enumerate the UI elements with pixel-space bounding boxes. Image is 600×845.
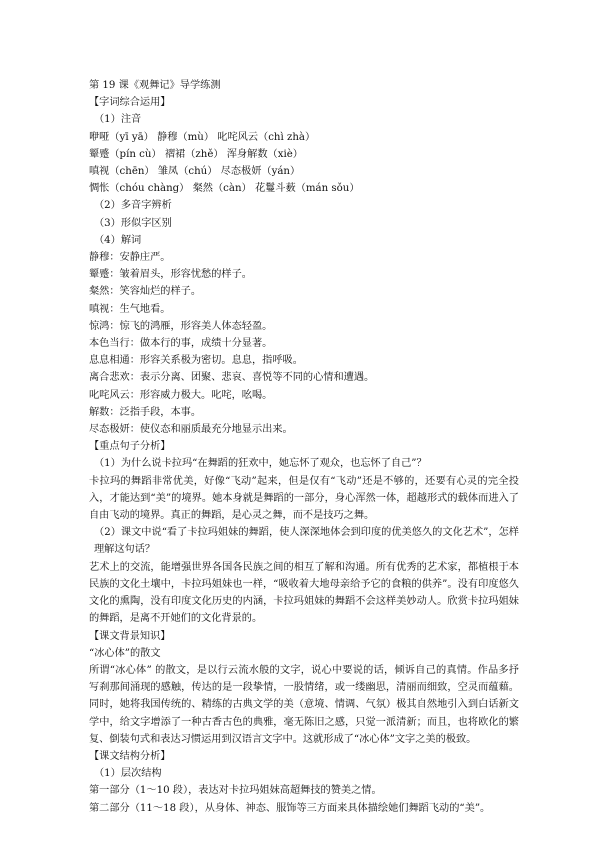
structure-label: （1）层次结构 (94, 768, 162, 780)
definition-item: 息息相通：形容关系极为密切。息息，指呼吸。 (89, 355, 303, 367)
background-header: 【课文背景知识】 (89, 630, 171, 642)
definition-item: 惊鸿：惊飞的鸿雁，形容美人体态轻盈。 (89, 320, 273, 332)
definition-item: 本色当行：做本行的事，成绩十分显著。 (89, 338, 273, 350)
phonetic-line: 惆怅（chóu chàng） 粲然（càn） 花鬘斗薮（mán sǒu） (89, 183, 360, 195)
phonetic-line: 嗔视（chēn） 雏凤（chú） 尽态极妍（yán） (89, 166, 301, 178)
definition-item: 尽态极妍：使仪态和丽质最充分地显示出来。 (89, 424, 293, 436)
lesson-title: 第 19 课《观舞记》导学练测 (89, 80, 221, 91)
definition-item: 静穆：安静庄严。 (89, 252, 171, 264)
answer-2: 艺术上的交流，能增强世界各国各民族之间的相互了解和沟通。所有优秀的艺术家，都植根于本民族的文化土壤中，卡拉玛姐妹也一样，“吸收着大地母亲给予它的食粮的供养”。没有印度悠久文化的熏陶，没有印度文化历史的内涵，卡拉玛姐妹的舞蹈不会这样美妙动人。欣赏卡拉玛姐妹的舞蹈，是离不开她们的文化背景的。 (89, 561, 519, 625)
definition-item: 解数：泛指手段，本事。 (89, 406, 202, 418)
vocab-header: 【字词综合运用】 (89, 97, 171, 109)
part-1: 第一部分（1～10 段），表达对卡拉玛姐妹高超舞技的赞美之情。 (89, 785, 382, 797)
phonetic-line: 颦蹙（pín cù） 褶裙（zhě） 浑身解数（xiè） (89, 148, 303, 160)
definition-item: 嗔视：生气地看。 (89, 303, 171, 315)
question-1: （1）为什么说卡拉玛“在舞蹈的狂欢中，她忘怀了观众，也忘怀了自己”？ (94, 458, 427, 470)
definition-item: 离合悲欢：表示分离、团聚、悲哀、喜悦等不同的心情和遭遇。 (89, 372, 375, 384)
background-text: 所谓“冰心体” 的散文，是以行云流水般的文字，说心中要说的话，倾诉自己的真情。作品多抒写刹那间涌现的感触，传达的是一段挚情，一股情绪，或一缕幽思，清丽而细致，空灵而蕴藉。同时，她将我国传统的、精练的古典文学的美（意境、情调、气氛）极其自然地引入到白话新文学中，给文字增添了一种古香古色的典雅，毫无陈旧之感，只觉一派清新；而且，也将欧化的繁复、倒装句式和表达习惯运用到汉语言文字中。这就形成了“冰心体”文字之美的极致。 (89, 664, 519, 745)
key-sentence-header: 【重点句子分析】 (89, 441, 171, 453)
document-page (89, 77, 519, 817)
phonetic-line: 咿哑（yī yā） 静穆（mù） 叱咤风云（chì zhà） (89, 131, 316, 143)
polyphone-label: （2）多音字辨析 (94, 200, 172, 212)
phonetics-label: （1）注音 (94, 114, 142, 126)
similar-char-label: （3）形似字区别 (94, 217, 172, 229)
explain-label: （4）解词 (94, 234, 142, 246)
structure-header: 【课文结构分析】 (89, 750, 171, 762)
question-2: （2）课文中说“看了卡拉玛姐妹的舞蹈，使人深深地体会到印度的优美悠久的文化艺术”，怎样理解这句话？ (94, 527, 519, 556)
definition-item: 叱咤风云：形容威力极大。叱咤，吆喝。 (89, 389, 273, 401)
definition-item: 颦蹙：皱着眉头，形容忧愁的样子。 (89, 269, 252, 281)
definition-item: 粲然：笑容灿烂的样子。 (89, 286, 202, 298)
part-2: 第二部分（11～18 段），从身体、神态、服饰等三方面来具体描绘她们舞蹈飞动的“美”。 (89, 802, 491, 814)
answer-1: 卡拉玛的舞蹈非常优美，好像“飞动”起来，但是仅有“飞动”还是不够的，还要有心灵的完全投入，才能达到“美”的境界。她本身就是舞蹈的一部分，身心浑然一体，超越形式的载体而进入了自由飞动的境界。真正的舞蹈，是心灵之舞，而不是技巧之舞。 (89, 475, 519, 522)
background-title: “冰心体”的散文 (89, 647, 161, 659)
